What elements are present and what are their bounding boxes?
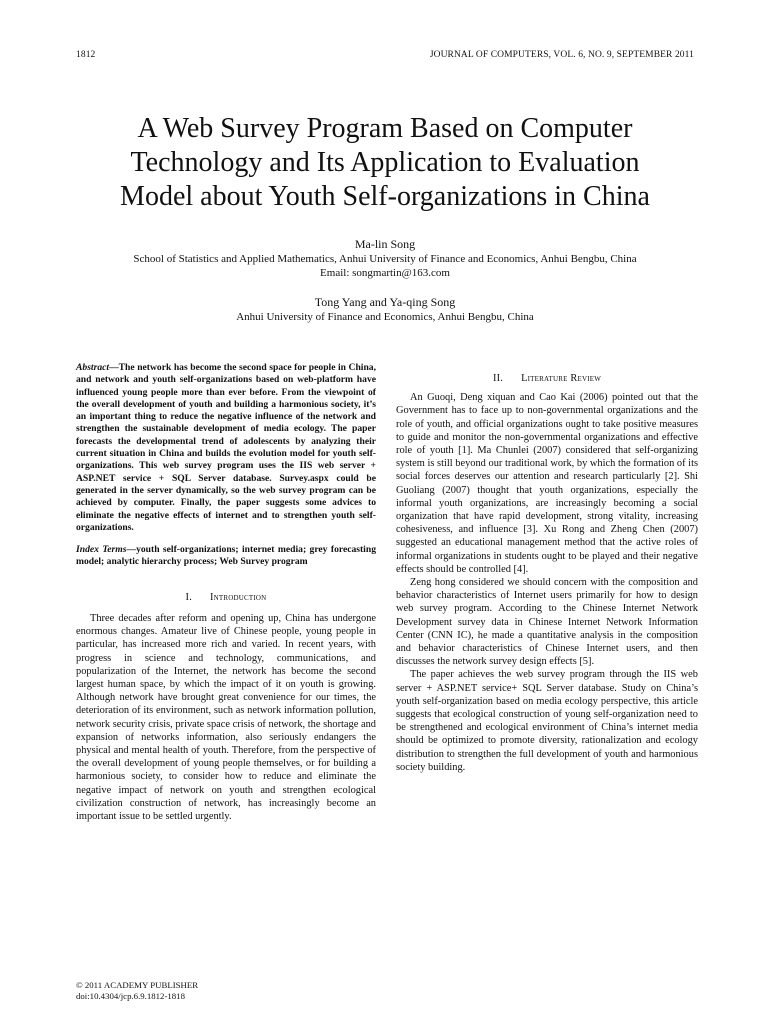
- paragraph: The paper achieves the web survey program through the IIS web server + ASP.NET service+ SQL Server database. Study on China’s youth self-organization based on media ecology perspective, this article suggests that ecological construction of young self-organization need to be strengthened and ecological environment of China’s internet media should be optimized to promote diversity, rationalization and ecology distribution to strengthen the full development of youth and harmonious society building.: [396, 669, 698, 773]
- abstract-text: —The network has become the second space for people in China, and network and youth self-organizations based on web-platform have influenced young people more than ever before. From the viewpoint of the overall development of youth and building a harmonious society, it’s an important thing to reduce the negative influence of the network and strengthen the sustainable development of media ecology. The paper forecasts the developmental trend of adolescents by analyzing their current situation in China and builds the evolution model for youth self-organizations. This web survey program uses the IIS web server + ASP.NET service + SQL Server database. Survey.aspx could be generated in the server dynamically, so the web survey program can be achieved by computer. Finally, the paper suggests some advices to eliminate the negative effects of internet and to strengthen youth self-organizations.: [76, 362, 376, 533]
- author-name: Ma-lin Song: [354, 237, 416, 251]
- doi: doi:10.4304/jcp.6.9.1812-1818: [76, 991, 185, 1001]
- right-column: [396, 362, 698, 774]
- running-head: [76, 50, 694, 60]
- title-line: Model about Youth Self-organizations in China: [120, 181, 650, 212]
- paragraph: An Guoqi, Deng xiquan and Cao Kai (2006) pointed out that the Government has to face up to non-governmental organizations and the role of youth, and official organizations ought to take positive measures to guide and monitor the non-governmental organizations and effective role of youth [1]. Ma Chunlei (2007) considered that self-organizing system is still beyond our traditional work, by which the formation of its social forces deserves our attention and research particularly [2]. Shi Guoliang (2007) thought that youth organizations, especially the informal youth organizations, are increasingly becoming a social organization that have rapid development, strong vitality, increasing cohesiveness, and influence [3]. Xu Rong and Zheng Chen (2007) suggested an educational management method that the active roles of informal organizations in students ought to be played and their negative effects should be controlled [4].: [396, 392, 698, 575]
- left-column: [76, 362, 376, 823]
- author-affiliation: School of Statistics and Applied Mathematics, Anhui University of Finance and Economics, Anhui Bengbu, China: [133, 253, 637, 265]
- copyright: © 2011 ACADEMY PUBLISHER: [76, 980, 199, 990]
- section-title: Introduction: [210, 591, 267, 603]
- section-number: I.: [185, 591, 193, 603]
- author-name: Tong Yang and Ya-qing Song: [314, 295, 456, 309]
- page-footer: [76, 980, 198, 1002]
- index-terms: [76, 544, 376, 569]
- index-terms-label: Index Terms: [76, 544, 127, 556]
- section-heading-introduction: [76, 591, 376, 604]
- index-terms-text: —youth self-organizations; internet media; grey forecasting model; analytic hierarchy process; Web Survey program: [76, 544, 376, 568]
- paragraph: Zeng hong considered we should concern with the composition and behavior characteristics of Internet users primarily for how to design web survey program. According to the Chinese Internet Network Development survey data in Chinese Internet Network Information Center (CNN IC), he made a quantitative analysis in the composition and behavior characteristics of Chinese Internet users, and then discusses the network survey design effects [5].: [396, 577, 698, 668]
- title-line: A Web Survey Program Based on Computer: [137, 113, 633, 144]
- paragraph: Three decades after reform and opening up, China has undergone enormous changes. Amateur live of Chinese people, young people in particular, has increased more rich and varied. In recent years, with progress in science and technology, communications, and popularization of the Internet, the network has become the second largest human space, by which the impact of it on youth is growing. Although network have brought great convenience for our times, the deterioration of its environment, such as network information pollution, network security crisis, private space crisis of network, the shortage and expansion of networks information, also seriously endangers the physical and mental health of youth. Therefore, from the perspective of the overall development of young people themselves, or for building a harmonious society, to consider how to reduce and eliminate the negative impact of network on youth and strengthen ecological civilization construction of network, has increasingly become an important issue to be settled urgently.: [76, 612, 376, 822]
- journal-name: JOURNAL OF COMPUTERS, VOL. 6, NO. 9, SEPTEMBER 2011: [429, 50, 694, 60]
- title-line: Technology and Its Application to Evaluation: [130, 147, 640, 178]
- section-heading-literature-review: [396, 372, 698, 385]
- author-block-1: [40, 236, 730, 280]
- author-block-2: [40, 294, 730, 324]
- section-number: II.: [492, 373, 504, 384]
- abstract-label: Abstract: [76, 362, 110, 373]
- paper-title: [60, 112, 710, 214]
- abstract: [76, 362, 376, 534]
- page-number: 1812: [76, 50, 96, 60]
- author-email: Email: songmartin@163.com: [320, 267, 450, 279]
- section-title: Literature Review: [521, 373, 602, 384]
- author-affiliation: Anhui University of Finance and Economics, Anhui Bengbu, China: [236, 311, 534, 323]
